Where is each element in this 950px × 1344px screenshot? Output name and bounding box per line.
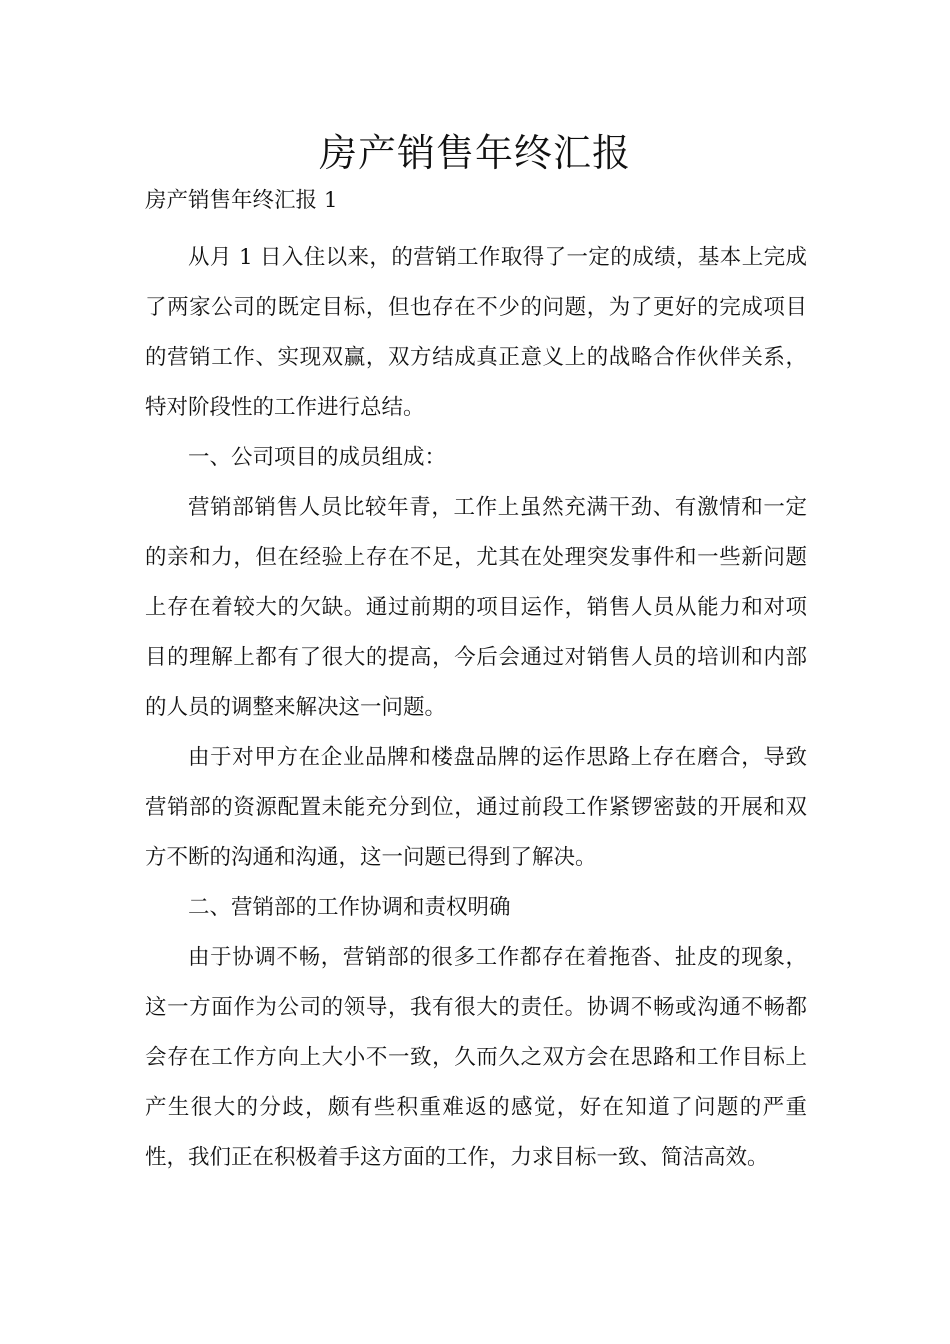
paragraph-team: 营销部销售人员比较年青，工作上虽然充满干劲、有激情和一定的亲和力，但在经验上存在不足，尤其在处理突发事件和一些新问题上存在着较大的欠缺。通过前期的项目运作，销售人员从能力和对项目的理解上都有了很大的提高，今后会通过对销售人员的培训和内部的人员的调整来解决这一问题。 xyxy=(145,495,807,720)
section-heading-2: 二、营销部的工作协调和责权明确 xyxy=(188,895,511,920)
section-heading-1: 一、公司项目的成员组成： xyxy=(188,445,447,470)
document-title: 房产销售年终汇报 xyxy=(318,131,631,175)
paragraph-brand: 由于对甲方在企业品牌和楼盘品牌的运作思路上存在磨合，导致营销部的资源配置未能充分到位，通过前段工作紧锣密鼓的开展和双方不断的沟通和沟通，这一问题已得到了解决。 xyxy=(145,745,807,870)
paragraph-intro: 从月 1 日入住以来，的营销工作取得了一定的成绩，基本上完成了两家公司的既定目标，但也存在不少的问题，为了更好的完成项目的营销工作、实现双赢，双方结成真正意义上的战略合作伙伴关系，特对阶段性的工作进行总结。 xyxy=(145,245,807,420)
paragraph-coordination: 由于协调不畅，营销部的很多工作都存在着拖沓、扯皮的现象，这一方面作为公司的领导，我有很大的责任。协调不畅或沟通不畅都会存在工作方向上大小不一致，久而久之双方会在思路和工作目标上产生很大的分歧，颇有些积重难返的感觉，好在知道了问题的严重性，我们正在积极着手这方面的工作，力求目标一致、简洁高效。 xyxy=(145,945,807,1170)
document-body xyxy=(145,182,807,1183)
document-subtitle: 房产销售年终汇报 1 xyxy=(145,188,338,213)
